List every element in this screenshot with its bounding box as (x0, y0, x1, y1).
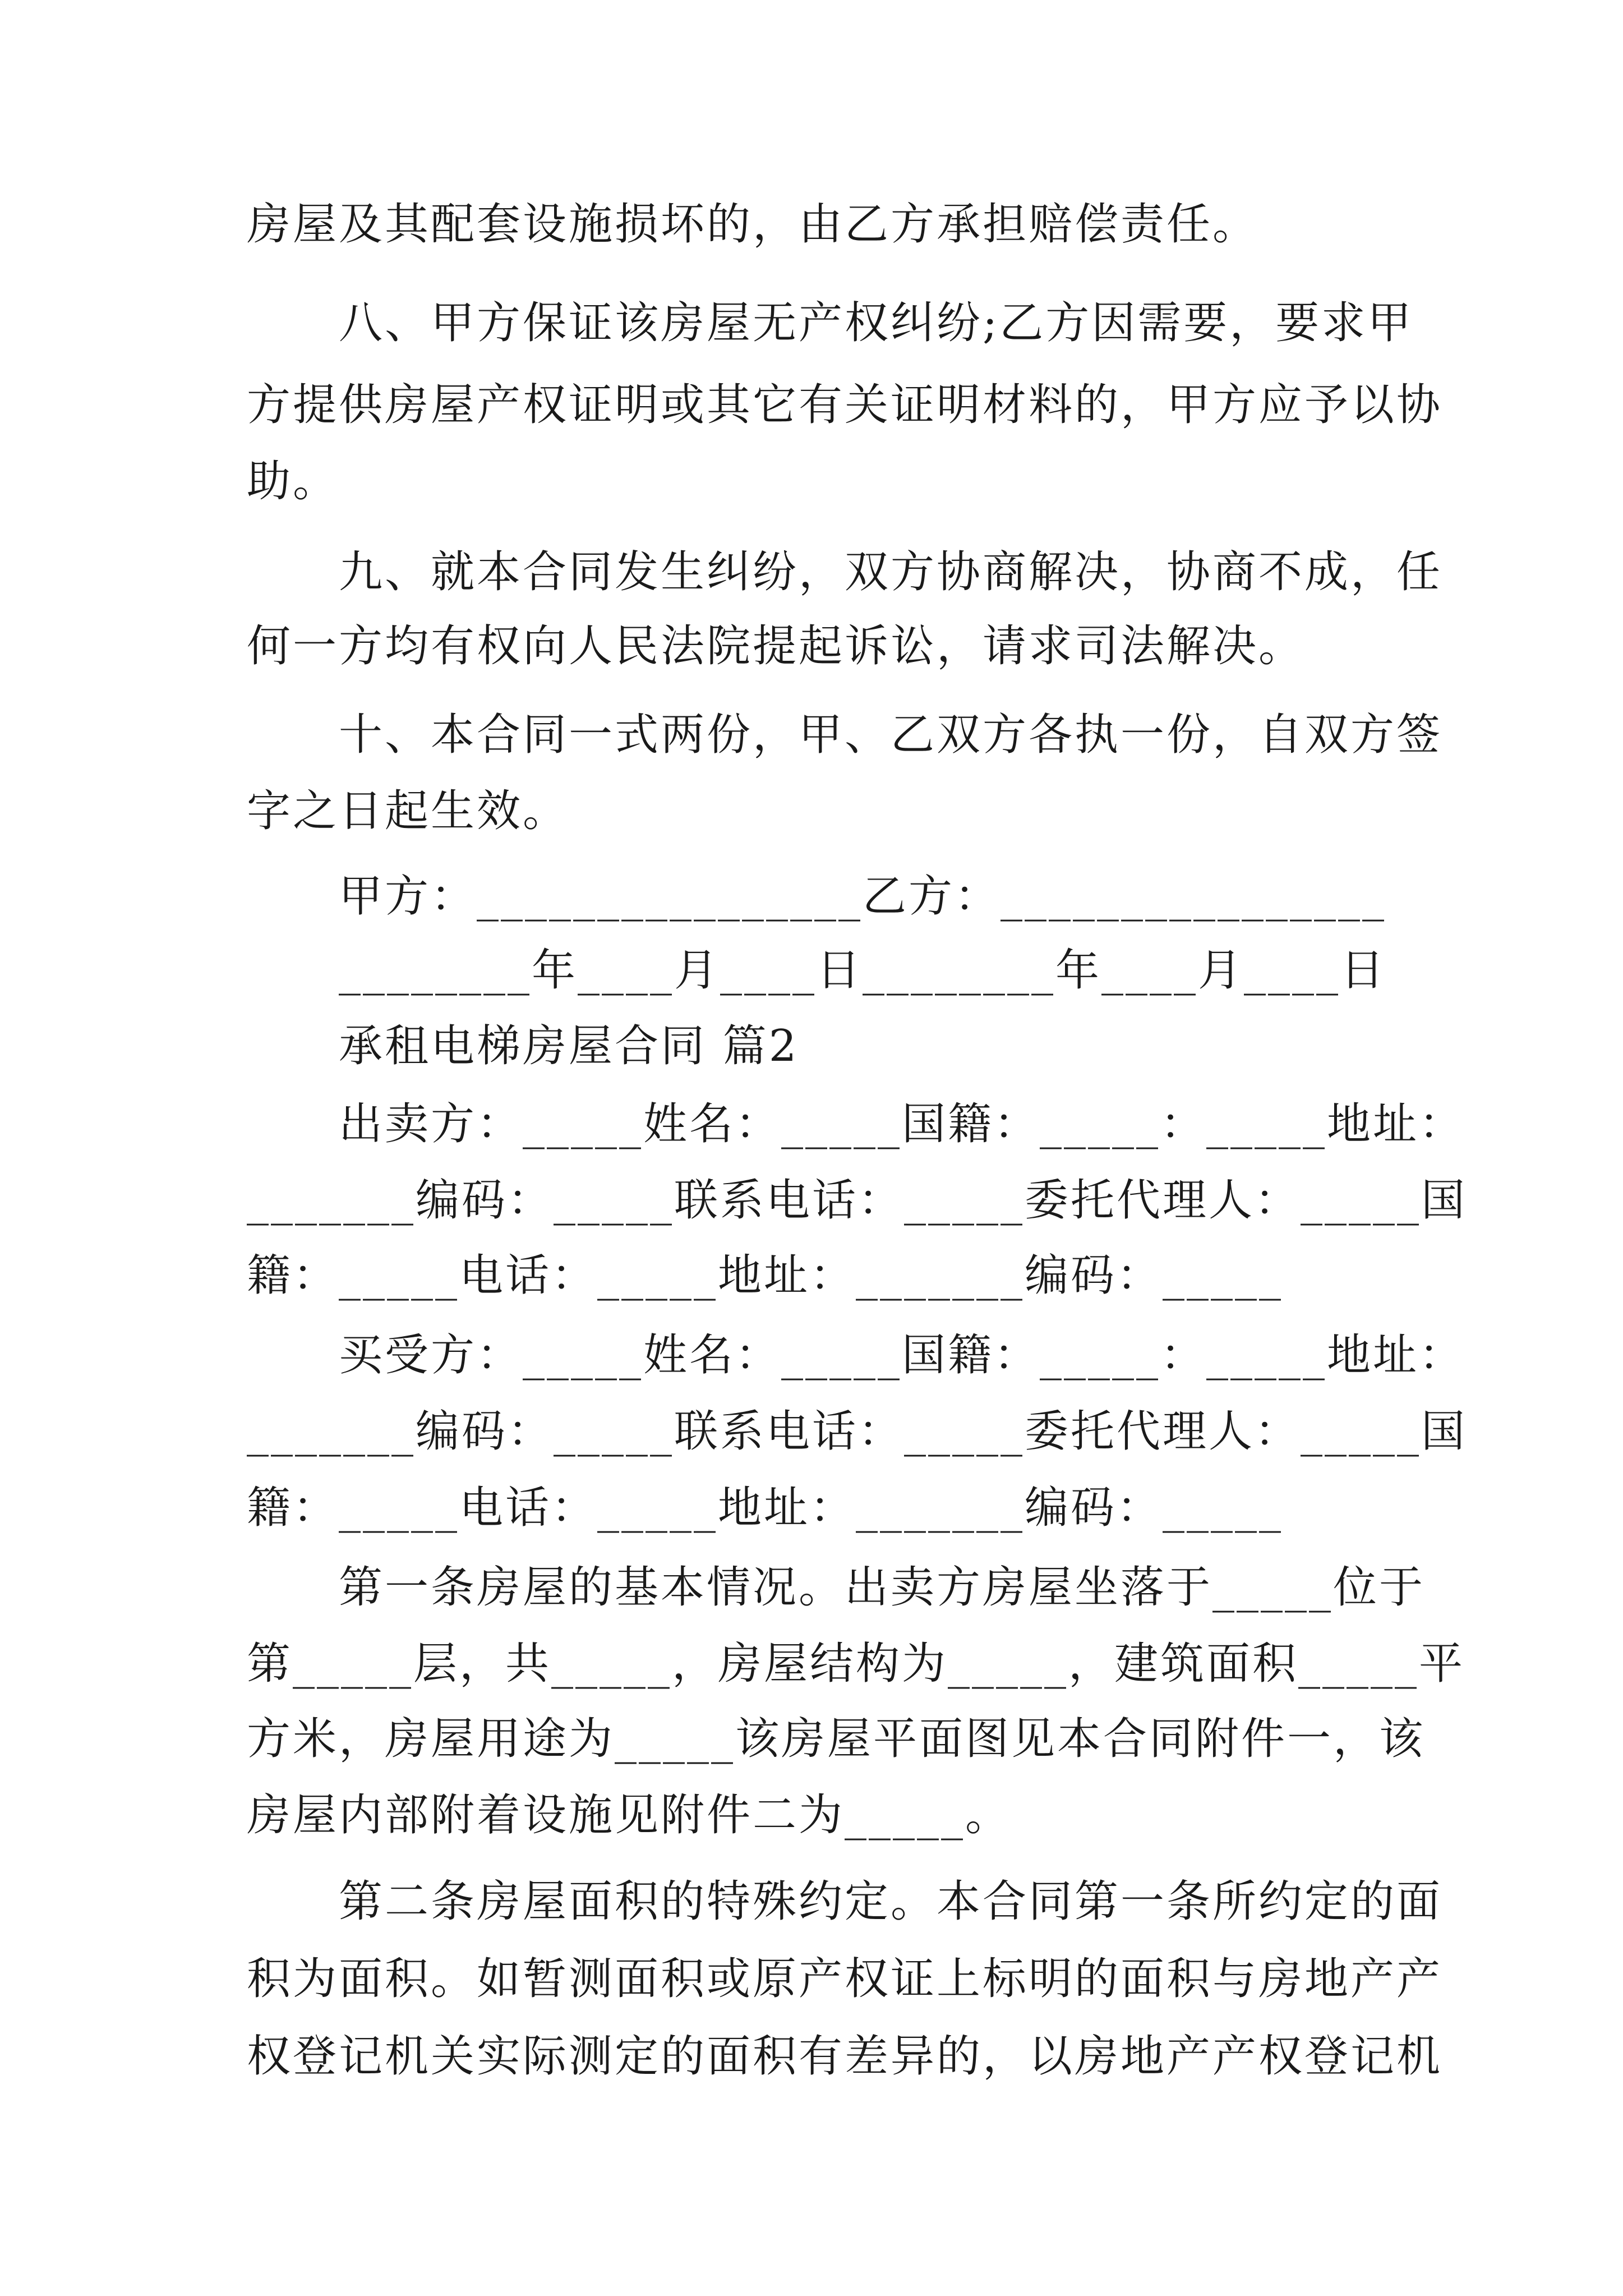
line-text: 何一方均有权向人民法院提起诉讼，请求司法解决。 (247, 621, 1305, 671)
line-text: ________年____月____日________年____月____日 (339, 945, 1387, 996)
text-line (0, 366, 1623, 444)
line-text: 甲方：________________乙方：________________ (339, 871, 1387, 922)
line-text: 房屋内部附着设施见附件二为_____。 (247, 1790, 1012, 1841)
line-text: 买受方：_____姓名：_____国籍：_____：_____地址： (339, 1330, 1465, 1381)
line-text: 十、本合同一式两份，甲、乙双方各执一份，自双方签 (339, 710, 1443, 760)
line-text: _______编码：_____联系电话：_____委托代理人：_____国 (247, 1175, 1468, 1226)
line-text: 房屋及其配套设施损坏的，由乙方承担赔偿责任。 (247, 199, 1259, 250)
text-line (0, 533, 1623, 611)
text-line (0, 1316, 1623, 1395)
line-text: 权登记机关实际测定的面积有差异的，以房地产产权登记机 (247, 2031, 1443, 2082)
section-heading (0, 1007, 1623, 1085)
line-text: 八、甲方保证该房屋无产权纠纷;乙方因需要，要求甲 (339, 298, 1414, 348)
text-line (0, 1862, 1623, 1941)
text-line (0, 1700, 1623, 1778)
line-text: 承租电梯房屋合同 篇2 (339, 1021, 799, 1071)
text-line (0, 1625, 1623, 1703)
text-line (0, 607, 1623, 685)
text-line (0, 2017, 1623, 2096)
text-line (0, 1940, 1623, 2018)
signature-line (0, 857, 1623, 936)
text-line (0, 1469, 1623, 1547)
line-text: 籍：_____电话：_____地址：_______编码：_____ (247, 1250, 1284, 1301)
text-line (0, 1548, 1623, 1627)
line-text: 方提供房屋产权证明或其它有关证明材料的，甲方应予以协 (247, 380, 1443, 430)
text-line (0, 442, 1623, 521)
text-line (0, 1236, 1623, 1315)
line-text: 积为面积。如暂测面积或原产权证上标明的面积与房地产产 (247, 1954, 1443, 2004)
text-line (0, 1085, 1623, 1163)
line-text: 助。 (247, 456, 339, 507)
line-text: _______编码：_____联系电话：_____委托代理人：_____国 (247, 1406, 1468, 1457)
line-text: 第_____层，共_____，房屋结构为_____，建筑面积_____平 (247, 1639, 1465, 1689)
text-line (0, 1776, 1623, 1855)
date-line (0, 931, 1623, 1010)
text-line (0, 772, 1623, 850)
line-text: 第二条房屋面积的特殊约定。本合同第一条所约定的面 (339, 1876, 1443, 1927)
text-line (0, 185, 1623, 264)
line-text: 方米，房屋用途为_____该房屋平面图见本合同附件一，该 (247, 1714, 1426, 1764)
text-line (0, 1392, 1623, 1471)
line-text: 第一条房屋的基本情况。出卖方房屋坐落于_____位于 (339, 1562, 1426, 1613)
line-text: 籍：_____电话：_____地址：_______编码：_____ (247, 1483, 1284, 1533)
line-text: 出卖方：_____姓名：_____国籍：_____：_____地址： (339, 1099, 1465, 1149)
text-line (0, 284, 1623, 362)
text-line (0, 696, 1623, 774)
line-text: 字之日起生效。 (247, 786, 569, 836)
line-text: 九、就本合同发生纠纷，双方协商解决，协商不成，任 (339, 547, 1443, 597)
text-line (0, 1161, 1623, 1240)
